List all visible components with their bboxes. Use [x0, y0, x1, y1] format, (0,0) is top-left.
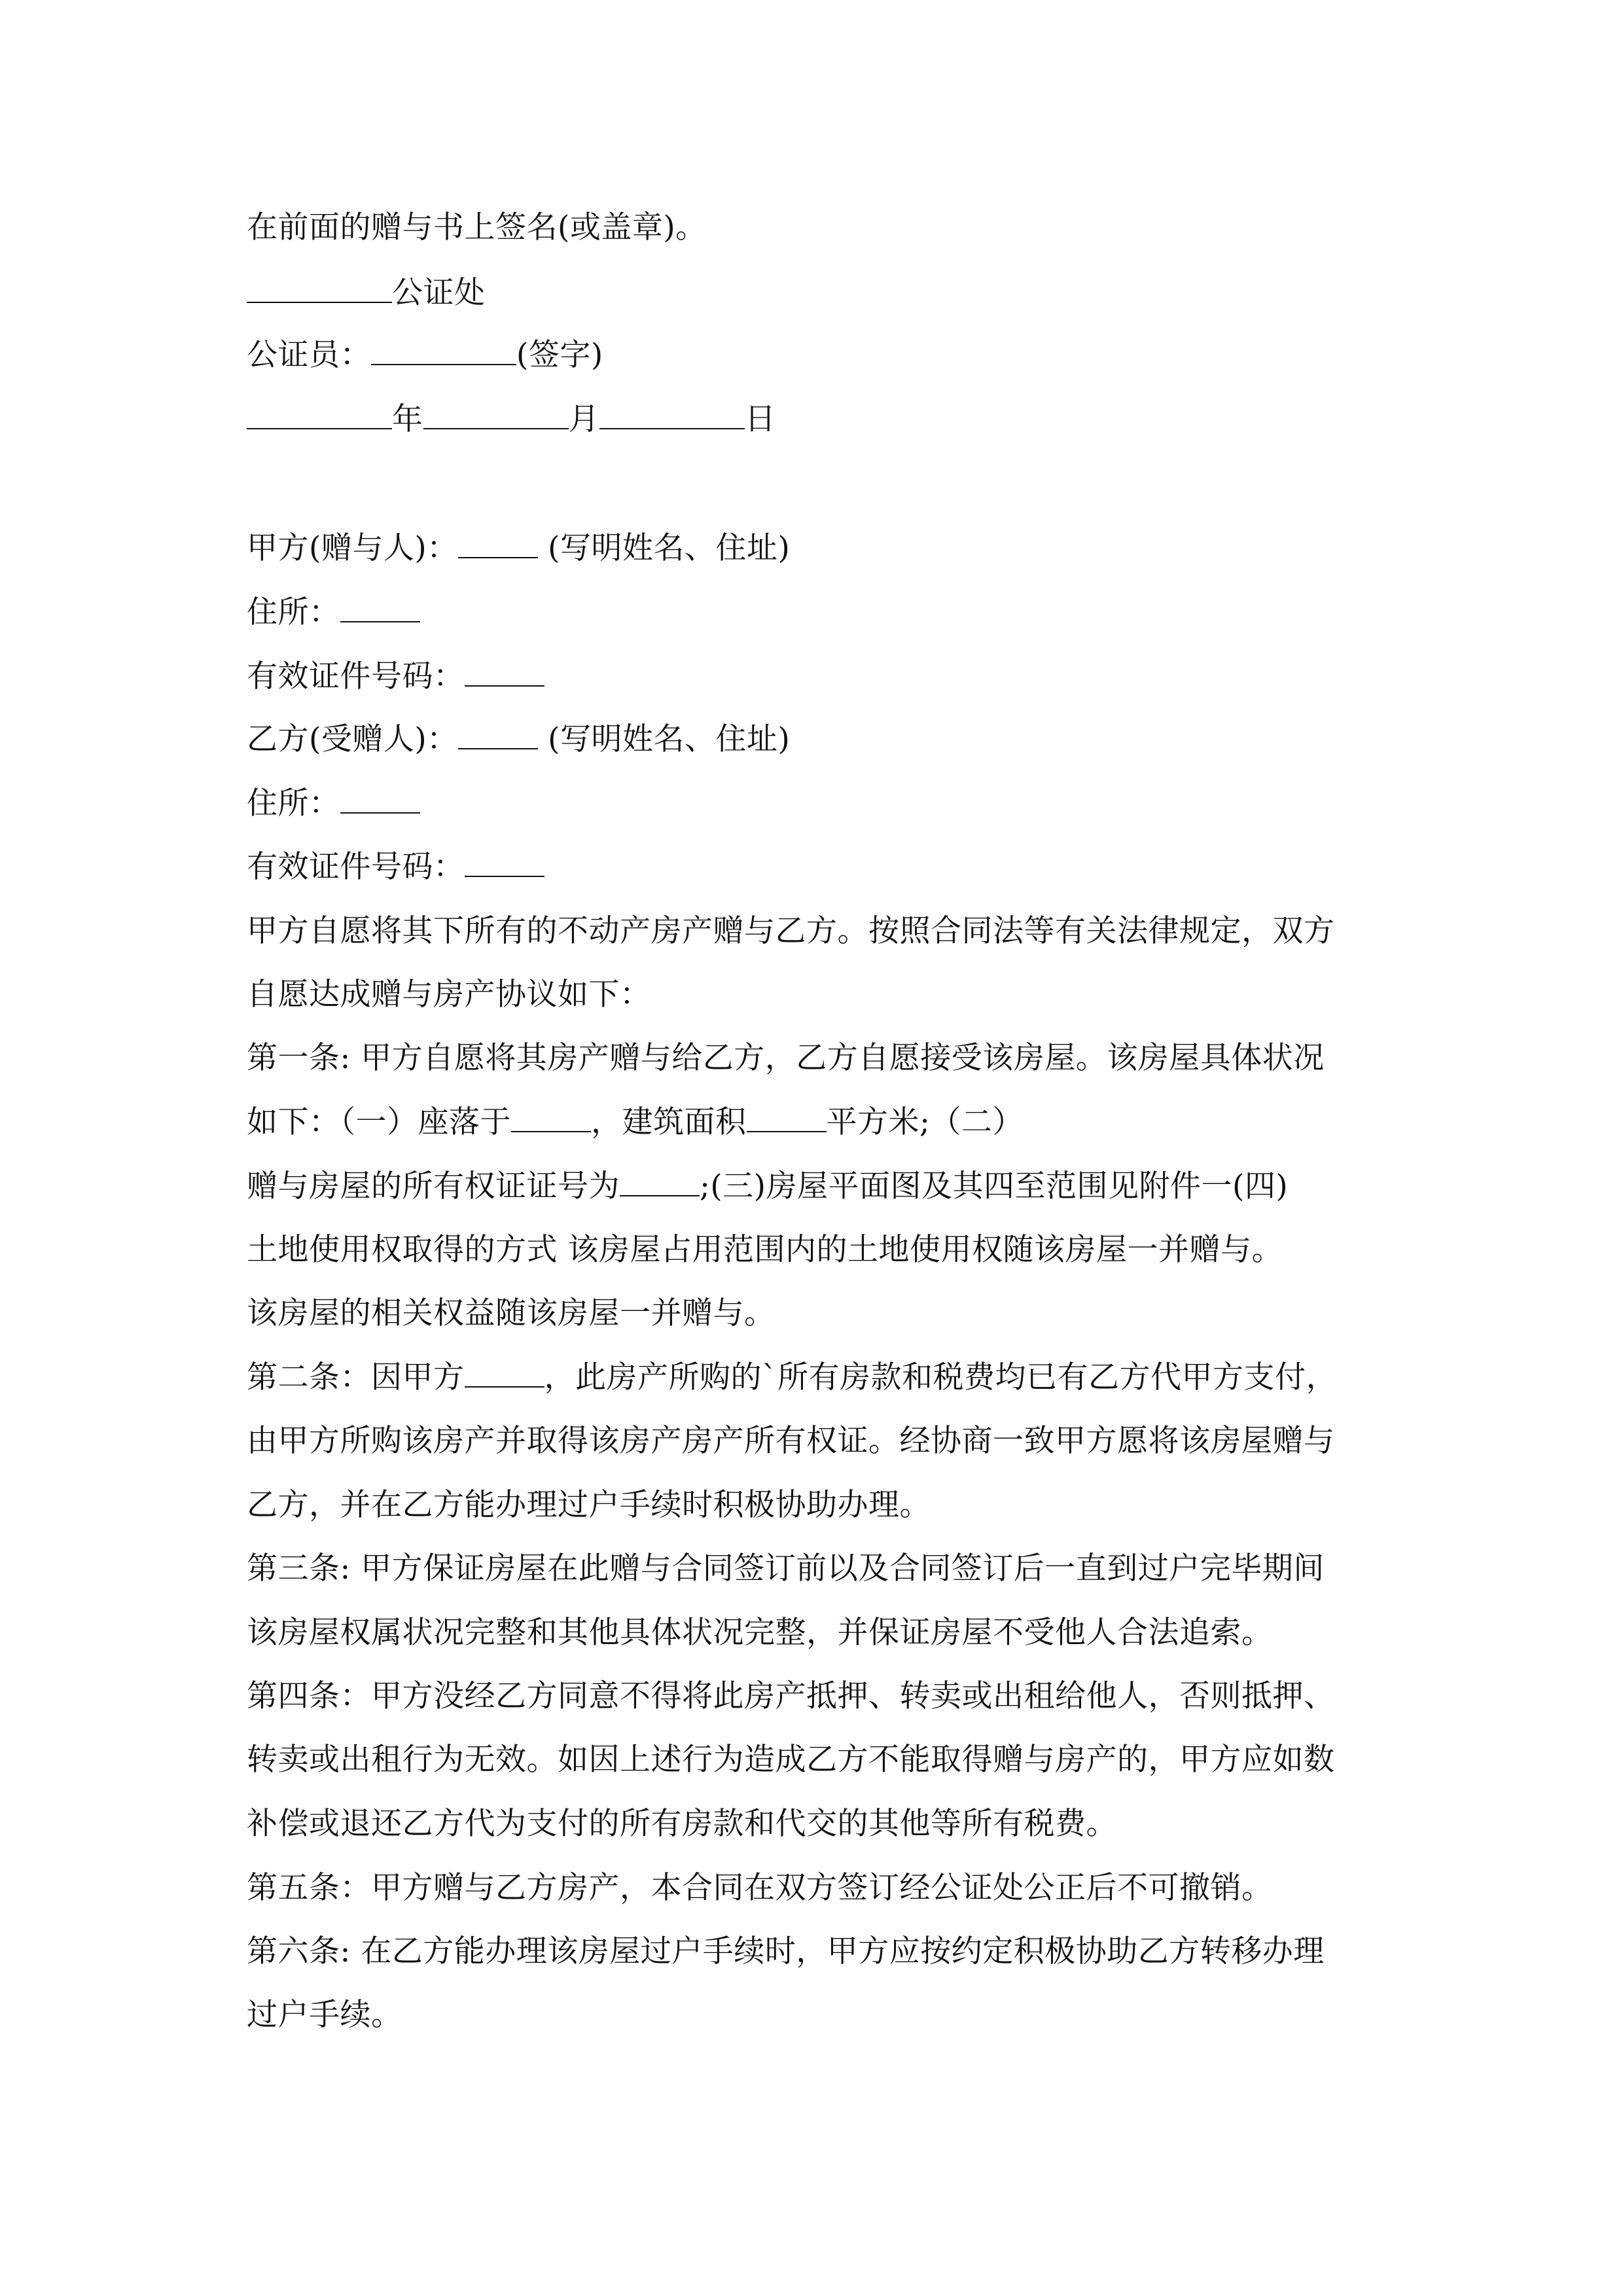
article-6-line-2 [247, 1996, 402, 2035]
article-4-text-2: 转卖或出租行为无效。如因上述行为造成乙方不能取得赠与房产的，甲方应如数 [247, 1742, 1335, 1778]
party-a-id-blank [465, 659, 544, 687]
article-4-text-1: 第四条：甲方没经乙方同意不得将此房产抵押、转卖或出租给他人，否则抵押、 [247, 1678, 1335, 1714]
sign-instruction [247, 208, 707, 247]
location-blank [511, 1105, 591, 1132]
intro-text-2: 自愿达成赠与房产协议如下： [247, 977, 651, 1013]
article-1-line-3 [247, 1167, 1288, 1206]
party-a-line [247, 529, 790, 568]
article-2-label: 第二条：因甲方 [247, 1359, 465, 1395]
party-b-id-blank [465, 850, 544, 877]
party-b-id-line [247, 848, 544, 887]
party-b-address-blank [340, 786, 420, 814]
day-blank [599, 402, 745, 429]
article-2-text-3: 乙方，并在乙方能办理过户手续时积极协助办理。 [247, 1487, 931, 1523]
article-3-text-1: 第三条: 甲方保证房屋在此赠与合同签订前以及合同签订后一直到过户完毕期间 [247, 1551, 1325, 1587]
year-blank [247, 402, 392, 429]
article-1-text-1: 第一条: 甲方自愿将其房产赠与给乙方，乙方自愿接受该房屋。该房屋具体状况 [247, 1040, 1325, 1076]
intro-line-2 [247, 975, 651, 1014]
signature-note: (签字) [516, 337, 603, 373]
party-b-blank [458, 722, 538, 749]
article-3-line-1 [247, 1549, 1325, 1588]
article-4-line-1 [247, 1677, 1335, 1716]
intro-line-1 [247, 912, 1335, 951]
article-6-text-1: 第六条: 在乙方能办理该房屋过户手续时，甲方应按约定积极协助乙方转移办理 [247, 1933, 1325, 1969]
party-b-note: (写明姓名、住址) [548, 721, 791, 757]
location-label: 如下：（一）座落于 [247, 1104, 511, 1140]
year-label: 年 [392, 401, 423, 437]
cert-date-line [247, 400, 776, 439]
article-1-text-5: 该房屋的相关权益随该房屋一并赠与。 [247, 1295, 776, 1331]
party-a-label: 甲方(赠与人)： [247, 530, 458, 566]
article-2-line-3 [247, 1486, 931, 1525]
article-5-text-1: 第五条：甲方赠与乙方房产，本合同在双方签订经公证处公正后不可撤销。 [247, 1870, 1273, 1906]
floor-plan-text: ;(三)房屋平面图及其四至范围见附件一(四) [700, 1168, 1289, 1204]
party-a-note: (写明姓名、住址) [548, 530, 791, 566]
party-b-id-label: 有效证件号码： [247, 849, 465, 885]
notary-office-blank [247, 276, 392, 303]
article-1-line-2 [247, 1103, 1024, 1142]
party-a-id-line [247, 657, 544, 696]
party-a-address-label: 住所： [247, 594, 340, 630]
article-4-text-3: 补偿或退还乙方代为支付的所有房款和代交的其他等所有税费。 [247, 1806, 1117, 1842]
reason-blank [465, 1360, 544, 1388]
certificate-number-blank [620, 1169, 700, 1196]
party-a-address-line [247, 593, 420, 632]
area-label: ，建筑面积 [591, 1104, 747, 1140]
notary-office-label: 公证处 [392, 275, 486, 311]
article-2-line-1 [247, 1358, 1337, 1397]
notary-name-blank [371, 338, 516, 365]
party-a-blank [458, 531, 538, 558]
month-blank [423, 402, 569, 429]
article-3-line-2 [247, 1613, 1273, 1653]
area-blank [747, 1105, 827, 1132]
article-2-text-2: 由甲方所购该房产并取得该房产房产所有权证。经协商一致甲方愿将该房屋赠与 [247, 1423, 1335, 1459]
sign-instruction-text: 在前面的赠与书上签名(或盖章)。 [247, 209, 707, 245]
article-4-line-3 [247, 1804, 1117, 1844]
month-label: 月 [568, 401, 599, 437]
party-b-address-label: 住所： [247, 785, 340, 821]
article-2-text-1: ，此房产所购的`所有房款和税费均已有乙方代甲方支付， [544, 1359, 1337, 1395]
notary-office-line [247, 274, 486, 313]
certificate-number-label: 赠与房屋的所有权证证号为 [247, 1168, 620, 1204]
article-1-line-5 [247, 1294, 776, 1333]
article-6-line-1 [247, 1932, 1325, 1971]
party-b-label: 乙方(受赠人)： [247, 721, 458, 757]
party-b-address-line [247, 784, 420, 823]
day-label: 日 [745, 401, 776, 437]
party-a-address-blank [340, 595, 420, 622]
notary-signature-line [247, 336, 603, 375]
intro-text-1: 甲方自愿将其下所有的不动产房产赠与乙方。按照合同法等有关法律规定，双方 [247, 913, 1335, 949]
article-4-line-2 [247, 1740, 1335, 1780]
article-1-line-4 [247, 1230, 1283, 1270]
article-1-line-1 [247, 1039, 1325, 1078]
article-6-text-2: 过户手续。 [247, 1997, 402, 2033]
article-2-line-2 [247, 1422, 1335, 1461]
article-3-text-2: 该房屋权属状况完整和其他具体状况完整，并保证房屋不受他人合法追索。 [247, 1615, 1273, 1651]
party-b-line [247, 720, 790, 759]
article-1-text-4: 土地使用权取得的方式 该房屋占用范围内的土地使用权随该房屋一并赠与。 [247, 1232, 1283, 1268]
article-5-line-1 [247, 1869, 1273, 1908]
area-unit-label: 平方米;（二） [826, 1104, 1024, 1140]
party-a-id-label: 有效证件号码： [247, 658, 465, 694]
notary-label: 公证员： [247, 337, 371, 373]
